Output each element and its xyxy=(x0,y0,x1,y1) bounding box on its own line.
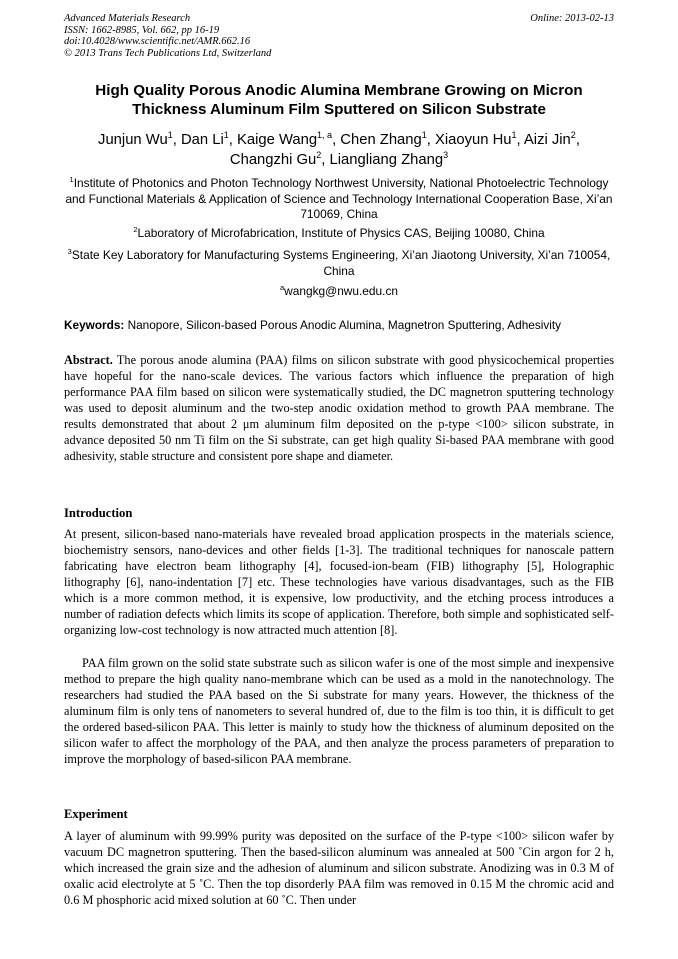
online-date: Online: 2013-02-13 xyxy=(530,13,614,24)
affiliation-2 xyxy=(60,226,618,242)
affiliation-superscript: 1 xyxy=(421,130,427,140)
author-name: Junjun Wu xyxy=(98,132,168,148)
introduction-paragraph-1: At present, silicon-based nano-materials have revealed broad application prospects in the materials science, biochemistry sensors, nano-devices and other fields [1-3]. The traditional techniques for nanoscale pattern fabricating have electron beam lithography [4], focused-ion-beam (FIB) lithography [5], Holographic lithography [6], nano-indentation [7] etc. These technologies have various disadvantages, such as the FIB which is a more common method, it is expensive, low productivity, and the etching process introduces a number of radiation defects which limits its scope of application. Therefore, both simple and sophisticated self-organizing low-cost technology is now attracted much attention [8]. xyxy=(64,527,614,638)
author-separator: , xyxy=(172,132,181,148)
affiliation-1 xyxy=(60,176,618,223)
abstract xyxy=(64,352,614,464)
affiliation-mark: 1 xyxy=(69,175,74,184)
affiliation-superscript: 2 xyxy=(316,150,322,160)
author-name: Kaige Wang xyxy=(236,132,318,148)
experiment-paragraph-1: A layer of aluminum with 99.99% purity was deposited on the surface of the P-type <100> silicon wafer by vacuum DC magnetron sputtering. Then the based-silicon aluminum was annealed at 500 ˚Cin argon for 2 h, which increased the grain size and the adhesion of aluminum and silicon substrate. Anodizing was in 0.3 M of oxalic acid electrolyte at 5 ˚C. Then the top disorderly PAA film was removed in 0.15 M the chromic acid and 0.6 M phosphoric acid mixed solution at 60 ˚C. Then under xyxy=(64,829,614,908)
author-separator: , xyxy=(516,132,524,148)
affiliation-superscript: 1, a xyxy=(317,130,333,140)
author-name: Aizi Jin xyxy=(523,132,571,148)
author-separator: , xyxy=(575,132,580,148)
keywords-text: Nanopore, Silicon-based Porous Anodic Alumina, Magnetron Sputtering, Adhesivity xyxy=(124,318,562,332)
author-separator: , xyxy=(321,152,330,168)
section-heading-introduction: Introduction xyxy=(64,506,133,520)
author-separator: , xyxy=(426,132,435,148)
abstract-text: The porous anode alumina (PAA) films on silicon substrate with good physicochemical properties have hopeful for the nano-scale devices. The various factors which influence the preparation of high performance PAA film based on silicon were systematically studied, the DC magnetron sputtering technology was used to deposit aluminum and the two-step anodic oxidation method to growth PAA membrane. The results demonstrated that about 2 μm aluminum film deposited on the p-type <100> silicon substrate, in advance deposited 50 nm Ti film on the Si substrate, can get high quality Si-based PAA membrane with good adhesivity, stable structure and consistent pore shape and diameter. xyxy=(64,353,614,464)
corresponding-email xyxy=(60,284,618,300)
issn-line: ISSN: 1662-8985, Vol. 662, pp 16-19 xyxy=(64,24,220,36)
affiliation-superscript: 1 xyxy=(167,130,173,140)
title-line-1: High Quality Porous Anodic Alumina Membrane Growing on Micron xyxy=(95,82,583,99)
affiliation-text: State Key Laboratory for Manufacturing Systems Engineering, Xi’an Jiaotong University, Xi’an 710054, China xyxy=(71,248,611,278)
doi-line: doi:10.4028/www.scientific.net/AMR.662.16 xyxy=(64,36,251,48)
author-separator: , xyxy=(332,132,341,148)
email-mark: a xyxy=(279,283,285,292)
paper-title xyxy=(60,81,618,119)
affiliation-superscript: 1 xyxy=(223,130,229,140)
affiliation-superscript: 1 xyxy=(511,130,517,140)
affiliation-mark: 2 xyxy=(133,225,138,234)
author-line-1 xyxy=(60,130,618,150)
author-name: Dan Li xyxy=(180,132,224,148)
section-heading-experiment: Experiment xyxy=(64,807,128,821)
keywords xyxy=(64,318,624,333)
author-name: Liangliang Zhang xyxy=(329,152,444,168)
keywords-label: Keywords: xyxy=(64,318,125,332)
copyright-line: © 2013 Trans Tech Publications Ltd, Switzerland xyxy=(64,47,272,59)
introduction-paragraph-2: PAA film grown on the solid state substrate such as silicon wafer is one of the most simple and inexpensive method to prepare the high quality nano-membrane which can be used as a mold in the nanotechnology. The researchers had studied the PAA based on the Si substrate for many years. However, the thickness of the aluminum film is only tens of nanometers to several hundred of, due to the film is too thin, it is difficult to get the ordered based-silicon PAA. This letter is mainly to study how the thickness of aluminum deposited on the silicon wafer to affect the morphology of the PAA, and then analyze the process parameters of preparation to improve the morphology of based-silicon PAA membrane. xyxy=(64,656,614,767)
affiliation-superscript: 2 xyxy=(570,130,576,140)
title-line-2: Thickness Aluminum Film Sputtered on Silicon Substrate xyxy=(132,101,546,118)
affiliation-3 xyxy=(60,248,618,279)
affiliation-text: Institute of Photonics and Photon Technology Northwest University, National Photoelectric Technology and Functional Materials & Application of Science and Technology International Cooperation Base, Xi’an 710069, China xyxy=(65,176,613,221)
journal-header xyxy=(64,13,271,59)
journal-name: Advanced Materials Research xyxy=(64,13,191,24)
email-text: wangkg@nwu.edu.cn xyxy=(284,284,399,298)
author-name: Changzhi Gu xyxy=(229,152,317,168)
author-line-2 xyxy=(60,150,618,170)
affiliation-mark: 3 xyxy=(67,247,72,256)
affiliation-superscript: 3 xyxy=(443,150,449,160)
author-name: Xiaoyun Hu xyxy=(435,132,512,148)
author-list xyxy=(60,130,618,170)
author-separator: , xyxy=(228,132,237,148)
author-name: Chen Zhang xyxy=(340,132,422,148)
abstract-label: Abstract. xyxy=(64,353,113,367)
affiliation-text: Laboratory of Microfabrication, Institute of Physics CAS, Beijing 10080, China xyxy=(137,226,545,240)
